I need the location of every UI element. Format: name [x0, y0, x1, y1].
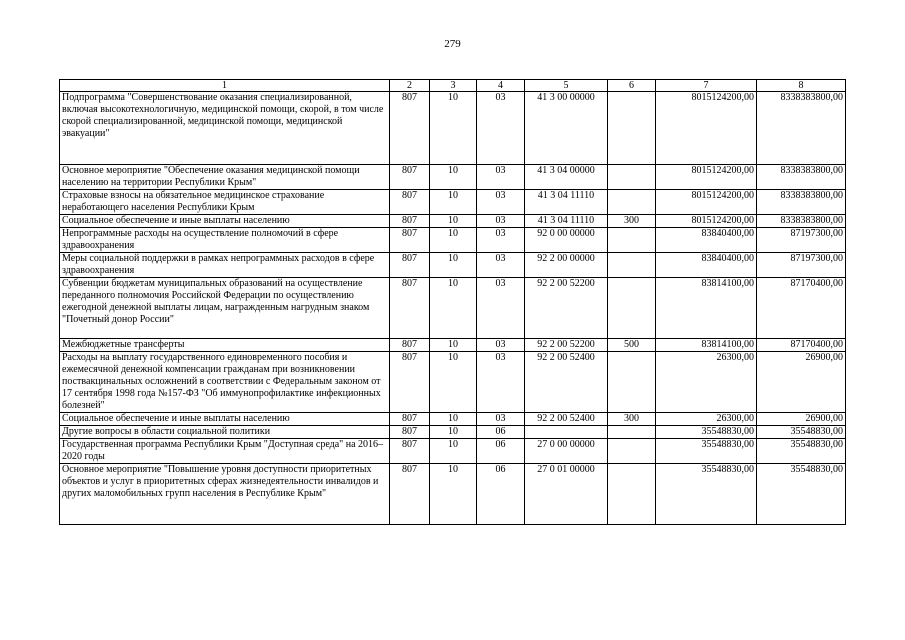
row-ved-code: 807: [390, 278, 430, 339]
row-description: Подпрограмма "Совершенствование оказания специализированной, включая высокотехнологичную, медицинской помощи, скорой, в том числе скорой специализированной, медицинской помощи, медицинской эвакуации": [60, 92, 390, 165]
row-section-code: 10: [430, 439, 477, 464]
row-expense-type: [608, 190, 656, 215]
table-row: [60, 352, 846, 413]
row-target-code: 92 2 00 52200: [525, 278, 608, 339]
table-row: [60, 228, 846, 253]
row-ved-code: 807: [390, 413, 430, 426]
column-header: 2: [390, 80, 430, 92]
column-header: 6: [608, 80, 656, 92]
row-target-code: 92 2 00 52400: [525, 413, 608, 426]
row-amount-2: 8338383800,00: [757, 215, 846, 228]
row-subsection-code: 03: [477, 413, 525, 426]
row-target-code: 41 3 04 11110: [525, 190, 608, 215]
row-description: Социальное обеспечение и иные выплаты населению: [60, 215, 390, 228]
row-subsection-code: 03: [477, 165, 525, 190]
row-ved-code: 807: [390, 253, 430, 278]
row-amount-1: 35548830,00: [656, 426, 757, 439]
row-section-code: 10: [430, 426, 477, 439]
row-target-code: 41 3 00 00000: [525, 92, 608, 165]
row-expense-type: 300: [608, 413, 656, 426]
table-row: [60, 413, 846, 426]
row-target-code: 92 0 00 00000: [525, 228, 608, 253]
row-amount-1: 83840400,00: [656, 253, 757, 278]
row-subsection-code: 03: [477, 253, 525, 278]
row-subsection-code: 06: [477, 464, 525, 525]
row-expense-type: [608, 92, 656, 165]
row-amount-1: 26300,00: [656, 413, 757, 426]
row-description: Субвенции бюджетам муниципальных образований на осуществление переданного полномочия Российской Федерации по осуществлению ежегодной денежной выплаты лицам, награжденным нагрудным знаком "Почетный донор России": [60, 278, 390, 339]
row-subsection-code: 03: [477, 190, 525, 215]
row-amount-2: 8338383800,00: [757, 190, 846, 215]
table-row: [60, 165, 846, 190]
row-amount-1: 83814100,00: [656, 339, 757, 352]
row-expense-type: [608, 228, 656, 253]
row-section-code: 10: [430, 278, 477, 339]
row-subsection-code: 03: [477, 352, 525, 413]
row-amount-1: 35548830,00: [656, 439, 757, 464]
row-expense-type: [608, 439, 656, 464]
row-target-code: 41 3 04 11110: [525, 215, 608, 228]
row-ved-code: 807: [390, 352, 430, 413]
row-section-code: 10: [430, 253, 477, 278]
row-expense-type: [608, 352, 656, 413]
row-section-code: 10: [430, 413, 477, 426]
row-amount-1: 8015124200,00: [656, 215, 757, 228]
row-ved-code: 807: [390, 426, 430, 439]
table-row: [60, 278, 846, 339]
row-section-code: 10: [430, 165, 477, 190]
row-amount-1: 8015124200,00: [656, 92, 757, 165]
row-amount-2: 26900,00: [757, 352, 846, 413]
row-expense-type: 300: [608, 215, 656, 228]
row-section-code: 10: [430, 464, 477, 525]
row-description: Государственная программа Республики Крым "Доступная среда" на 2016–2020 годы: [60, 439, 390, 464]
row-target-code: [525, 426, 608, 439]
row-expense-type: [608, 464, 656, 525]
table-row: [60, 92, 846, 165]
row-ved-code: 807: [390, 228, 430, 253]
row-amount-1: 26300,00: [656, 352, 757, 413]
row-section-code: 10: [430, 92, 477, 165]
row-section-code: 10: [430, 352, 477, 413]
row-amount-1: 8015124200,00: [656, 190, 757, 215]
row-description: Основное мероприятие "Обеспечение оказания медицинской помощи населению на территории Республики Крым": [60, 165, 390, 190]
row-description: Расходы на выплату государственного единовременного пособия и ежемесячной денежной компенсации гражданам при возникновении поствакцинальных осложнений в соответствии с Федеральным законом от 17 сентября 1998 года №157-ФЗ "Об иммунопрофилактике инфекционных болезней": [60, 352, 390, 413]
row-target-code: 27 0 00 00000: [525, 439, 608, 464]
row-description: Социальное обеспечение и иные выплаты населению: [60, 413, 390, 426]
row-subsection-code: 03: [477, 339, 525, 352]
row-target-code: 92 2 00 00000: [525, 253, 608, 278]
column-header: 8: [757, 80, 846, 92]
row-amount-1: 35548830,00: [656, 464, 757, 525]
table-row: [60, 253, 846, 278]
row-amount-2: 35548830,00: [757, 426, 846, 439]
row-amount-2: 35548830,00: [757, 439, 846, 464]
row-expense-type: [608, 426, 656, 439]
row-subsection-code: 03: [477, 228, 525, 253]
row-description: Страховые взносы на обязательное медицинское страхование неработающего населения Республики Крым: [60, 190, 390, 215]
row-amount-1: 8015124200,00: [656, 165, 757, 190]
row-ved-code: 807: [390, 190, 430, 215]
row-ved-code: 807: [390, 215, 430, 228]
table-row: [60, 215, 846, 228]
row-section-code: 10: [430, 190, 477, 215]
row-description: Другие вопросы в области социальной политики: [60, 426, 390, 439]
row-section-code: 10: [430, 339, 477, 352]
table-row: [60, 464, 846, 525]
row-expense-type: [608, 165, 656, 190]
row-amount-2: 8338383800,00: [757, 165, 846, 190]
row-ved-code: 807: [390, 92, 430, 165]
row-expense-type: [608, 253, 656, 278]
column-header: 5: [525, 80, 608, 92]
table-row: [60, 439, 846, 464]
row-amount-2: 26900,00: [757, 413, 846, 426]
table-row: [60, 426, 846, 439]
row-amount-2: 87170400,00: [757, 278, 846, 339]
row-subsection-code: 03: [477, 92, 525, 165]
budget-table: [59, 79, 846, 525]
column-header: 4: [477, 80, 525, 92]
row-amount-1: 83814100,00: [656, 278, 757, 339]
row-amount-2: 35548830,00: [757, 464, 846, 525]
row-ved-code: 807: [390, 339, 430, 352]
row-subsection-code: 03: [477, 278, 525, 339]
row-ved-code: 807: [390, 464, 430, 525]
row-expense-type: [608, 278, 656, 339]
row-ved-code: 807: [390, 439, 430, 464]
row-section-code: 10: [430, 215, 477, 228]
row-description: Межбюджетные трансферты: [60, 339, 390, 352]
row-amount-2: 87197300,00: [757, 253, 846, 278]
page-number: 279: [444, 38, 461, 50]
row-target-code: 92 2 00 52400: [525, 352, 608, 413]
table-row: [60, 339, 846, 352]
row-section-code: 10: [430, 228, 477, 253]
row-description: Основное мероприятие "Повышение уровня доступности приоритетных объектов и услуг в приоритетных сферах жизнедеятельности инвалидов и других маломобильных групп населения в Республике Крым": [60, 464, 390, 525]
column-header: 3: [430, 80, 477, 92]
row-description: Меры социальной поддержки в рамках непрограммных расходов в сфере здравоохранения: [60, 253, 390, 278]
row-ved-code: 807: [390, 165, 430, 190]
column-header: 1: [60, 80, 390, 92]
row-description: Непрограммные расходы на осуществление полномочий в сфере здравоохранения: [60, 228, 390, 253]
row-subsection-code: 06: [477, 439, 525, 464]
row-target-code: 27 0 01 00000: [525, 464, 608, 525]
row-subsection-code: 03: [477, 215, 525, 228]
column-number-row: [60, 80, 846, 92]
row-target-code: 92 2 00 52200: [525, 339, 608, 352]
row-expense-type: 500: [608, 339, 656, 352]
table-row: [60, 190, 846, 215]
row-amount-1: 83840400,00: [656, 228, 757, 253]
row-subsection-code: 06: [477, 426, 525, 439]
row-amount-2: 8338383800,00: [757, 92, 846, 165]
row-amount-2: 87170400,00: [757, 339, 846, 352]
column-header: 7: [656, 80, 757, 92]
row-amount-2: 87197300,00: [757, 228, 846, 253]
row-target-code: 41 3 04 00000: [525, 165, 608, 190]
